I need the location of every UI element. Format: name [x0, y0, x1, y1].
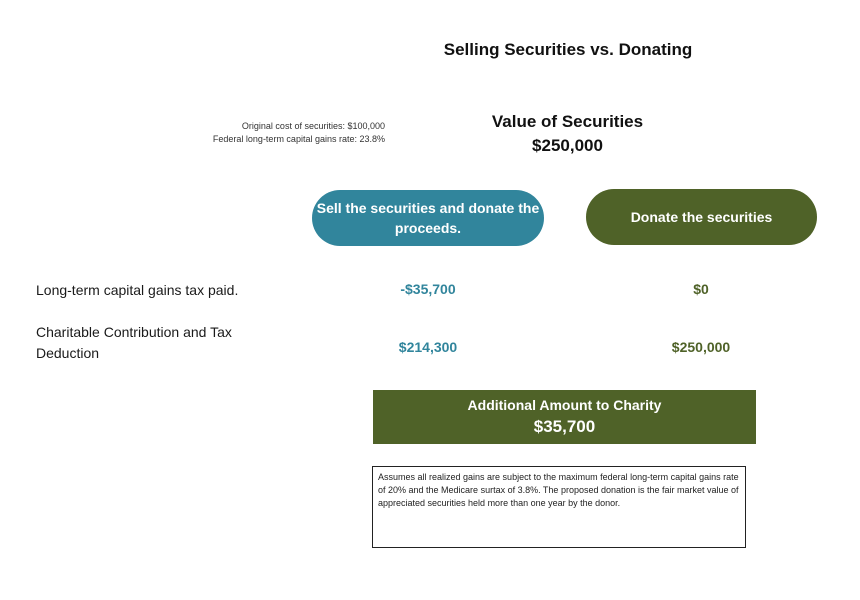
- donate-option-header: [586, 189, 817, 245]
- footnote-box: Assumes all realized gains are subject to the maximum federal long-term capital gains rate of 20% and the Medicare surtax of 3.8%. The proposed donation is the fair market value of appreciated securities held more than one year by the donor.: [372, 466, 746, 548]
- tax-rate-text: Federal long-term capital gains rate: 23.8%: [212, 134, 385, 144]
- tax-paid-sell-value: -$35,700: [400, 281, 456, 297]
- sell-option-label: Sell the securities and donate the proceeds.: [316, 200, 540, 236]
- additional-amount-value: $35,700: [533, 417, 596, 436]
- tax-paid-donate-value: $0: [693, 281, 709, 297]
- securities-value-label: Value of Securities: [491, 112, 644, 131]
- page-title: Selling Securities vs. Donating: [443, 40, 693, 59]
- row-label-tax-paid: Long-term capital gains tax paid.: [36, 282, 239, 298]
- additional-amount-label: Additional Amount to Charity: [467, 397, 662, 413]
- original-cost-text: Original cost of securities: $100,000: [241, 121, 385, 131]
- contribution-donate-value: $250,000: [671, 339, 731, 355]
- securities-value: [430, 110, 705, 158]
- assumptions: [130, 120, 385, 146]
- contribution-sell-value: $214,300: [398, 339, 458, 355]
- securities-value-amount: $250,000: [532, 136, 603, 155]
- row-label-contribution: Charitable Contribution and Tax Deduction: [36, 324, 232, 361]
- additional-amount-box: [373, 390, 756, 444]
- sell-option-header: [312, 190, 544, 246]
- donate-option-label: Donate the securities: [630, 209, 773, 225]
